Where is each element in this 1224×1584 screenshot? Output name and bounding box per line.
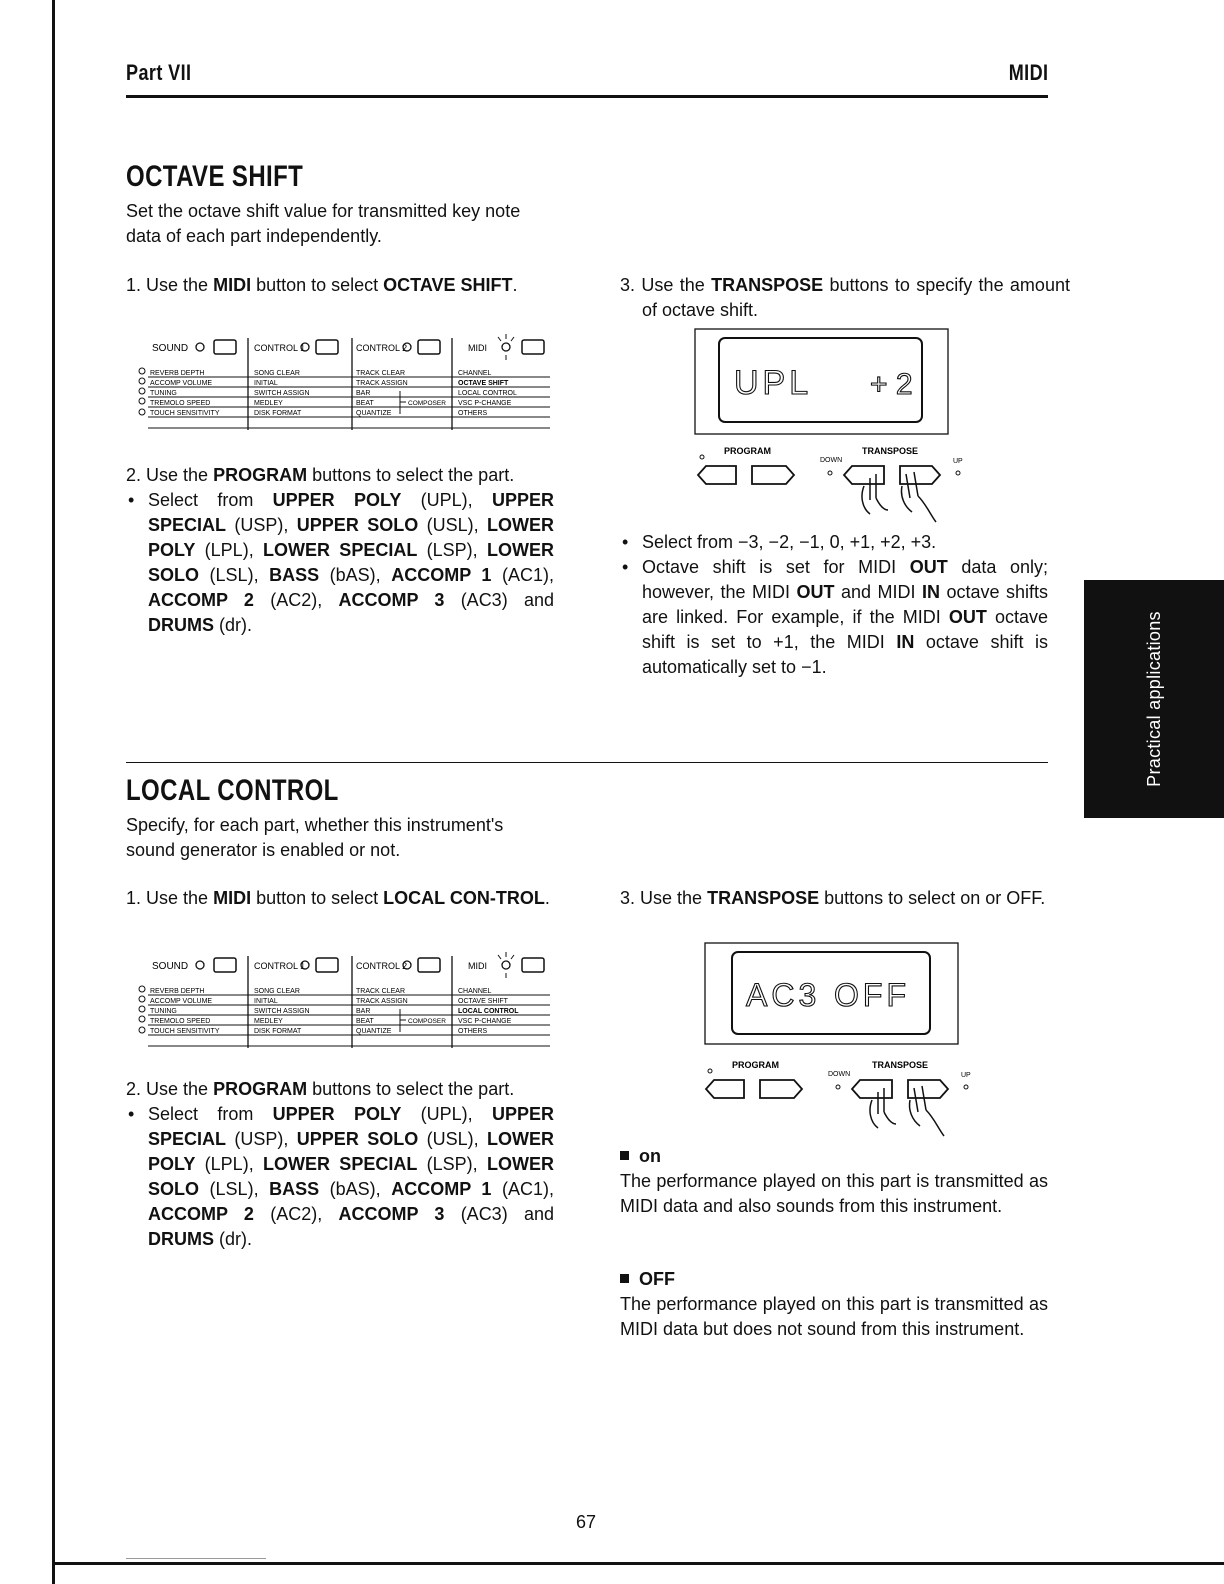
step-text: .	[512, 275, 518, 295]
section-rule	[126, 762, 1048, 763]
panel-control2-item: TRACK ASSIGN	[356, 380, 408, 387]
part-abbr: (dr).	[219, 1229, 253, 1249]
local-control-intro	[126, 813, 566, 863]
square-bullet-icon	[620, 1151, 629, 1160]
step-text: Use the	[146, 465, 214, 485]
panel-header-control1: CONTROL 1	[254, 343, 306, 353]
footer-short-rule	[126, 1558, 266, 1559]
lcd-display-octave	[694, 328, 950, 436]
step-text: buttons to select on or OFF.	[819, 888, 1046, 908]
finger-right-icon	[909, 1086, 944, 1136]
side-tab[interactable]	[1084, 580, 1224, 818]
step-bold: MIDI	[213, 888, 252, 908]
off-text: The performance played on this part is transmitted as MIDI data but does not sound from this instrument.	[620, 1294, 1048, 1339]
part-name: ACCOMP 3	[338, 590, 445, 610]
on-description	[620, 1144, 1048, 1219]
program-label: PROGRAM	[732, 1060, 779, 1070]
panel-header-control1: CONTROL 1	[254, 961, 306, 971]
on-heading: on	[620, 1144, 1048, 1169]
panel-sound-item: REVERB DEPTH	[150, 988, 205, 995]
step-number: 1.	[126, 275, 142, 295]
panel-control2-item: QUANTIZE	[356, 1028, 392, 1035]
finger-right-icon	[901, 472, 936, 522]
panel-sound-item: TOUCH SENSITIVITY	[150, 1028, 220, 1035]
intro-line: Set the octave shift value for transmitted key note	[126, 201, 521, 221]
step-bold: OCTAVE SHIFT	[383, 275, 513, 295]
step-text: Use the	[640, 888, 708, 908]
step-bold: TRANSPOSE	[711, 275, 824, 295]
button-panel-local	[702, 1054, 992, 1144]
panel-midi-item: OCTAVE SHIFT	[458, 380, 509, 387]
on-text: The performance played on this part is transmitted as MIDI data and also sounds from this instrument.	[620, 1171, 1048, 1216]
panel-control1-item: SWITCH ASSIGN	[254, 1008, 310, 1015]
panel-control1-item: SWITCH ASSIGN	[254, 390, 310, 397]
panel-sound-item: ACCOMP VOLUME	[150, 998, 213, 1005]
step-text: buttons to select the part.	[307, 1079, 515, 1099]
button-panel-octave	[694, 440, 984, 530]
part-abbr: (bAS),	[329, 565, 381, 585]
part-abbr: (USL),	[426, 515, 479, 535]
step-text: .	[544, 888, 550, 908]
part-abbr: (USP),	[234, 515, 289, 535]
panel-midi-item: OCTAVE SHIFT	[458, 998, 508, 1005]
intro-line: Specify, for each part, whether this instrument's	[126, 815, 504, 835]
panel-control2-item: QUANTIZE	[356, 410, 392, 417]
panel-control1-item: MEDLEY	[254, 400, 283, 407]
part-select-bullet	[126, 1102, 554, 1252]
local-control-title: LOCAL CONTROL	[126, 774, 339, 807]
part-select-bullet	[126, 488, 554, 638]
step-text: button to select	[251, 888, 384, 908]
panel-midi-item: VSC P-CHANGE	[458, 1018, 512, 1025]
panel-control2-item: BAR	[356, 390, 371, 397]
part-abbr: (AC1),	[501, 1179, 554, 1199]
panel-control2-item: TRACK CLEAR	[356, 988, 406, 995]
panel-control2-item: BEAT	[356, 1018, 374, 1025]
part-name: LOWER SPECIAL	[263, 540, 418, 560]
up-label: UP	[953, 458, 963, 465]
panel-sound-item: TUNING	[150, 390, 177, 397]
part-abbr: (AC3) and	[460, 590, 554, 610]
octave-step-2	[126, 463, 576, 488]
part-name: UPPER SOLO	[296, 1129, 419, 1149]
program-down-button[interactable]	[698, 466, 736, 484]
panel-diagram-local	[130, 944, 560, 1050]
step-text: buttons to select the part.	[307, 465, 515, 485]
panel-sound-item: REVERB DEPTH	[150, 370, 205, 377]
panel-control2-item: BEAT	[356, 400, 374, 407]
part-name: LOWER POLY	[148, 515, 554, 560]
transpose-down-button[interactable]	[844, 466, 884, 484]
part-name: LOWER POLY	[148, 1129, 554, 1174]
transpose-down-button[interactable]	[852, 1080, 892, 1098]
part-name: ACCOMP 1	[391, 1179, 492, 1199]
panel-header-midi: MIDI	[468, 961, 487, 971]
part-abbr: (AC2),	[270, 1204, 323, 1224]
part-abbr: (AC3) and	[460, 1204, 554, 1224]
panel-midi-item: LOCAL CONTROL	[458, 1008, 519, 1015]
select-prefix: Select from	[148, 490, 273, 510]
lcd-value-text: OFF	[834, 977, 910, 1013]
panel-control2-item: BAR	[356, 1008, 371, 1015]
intro-line: sound generator is enabled or not.	[126, 840, 401, 860]
lcd-main-text: AC3	[746, 977, 821, 1013]
values-bullet: • Select from −3, −2, −1, 0, +1, +2, +3.	[620, 530, 1048, 555]
panel-control1-item: INITIAL	[254, 380, 278, 387]
panel-sound-item: ACCOMP VOLUME	[150, 380, 213, 387]
program-up-button[interactable]	[752, 466, 794, 484]
panel-control1-item: DISK FORMAT	[254, 1028, 302, 1035]
panel-rows	[139, 368, 550, 428]
panel-midi-item: CHANNEL	[458, 988, 492, 995]
step-text: Use the	[146, 1079, 214, 1099]
program-up-button[interactable]	[760, 1080, 802, 1098]
page-number: 67	[575, 1512, 597, 1532]
panel-diagram-octave	[130, 326, 560, 432]
octave-part-list	[126, 488, 554, 638]
part-name: UPPER SPECIAL	[148, 490, 554, 535]
part-name: LOWER SOLO	[148, 1154, 554, 1199]
part-abbr: (LPL),	[204, 1154, 254, 1174]
panel-control1-item: MEDLEY	[254, 1018, 283, 1025]
off-description	[620, 1267, 1048, 1342]
page-left-border	[52, 0, 55, 1584]
page-bottom-border	[52, 1562, 1224, 1565]
step-text: button to select	[251, 275, 384, 295]
part-name: ACCOMP 3	[338, 1204, 445, 1224]
program-down-button[interactable]	[706, 1080, 744, 1098]
local-step-2	[126, 1077, 576, 1102]
part-name: UPPER POLY	[272, 490, 402, 510]
part-abbr: (USP),	[234, 1129, 289, 1149]
panel-composer-label: COMPOSER	[408, 1018, 446, 1025]
down-label: DOWN	[820, 457, 843, 464]
part-name: ACCOMP 2	[148, 1204, 254, 1224]
part-abbr: (LPL),	[204, 540, 254, 560]
header-section: MIDI	[1008, 60, 1048, 85]
lcd-value-text: + 2	[870, 368, 913, 401]
panel-midi-item: LOCAL CONTROL	[458, 390, 517, 397]
panel-control1-item: INITIAL	[254, 998, 278, 1005]
lcd-main-text: UPL	[734, 364, 813, 402]
intro-line: data of each part independently.	[126, 226, 382, 246]
local-step-3	[620, 886, 1070, 911]
panel-control2-item: TRACK ASSIGN	[356, 998, 408, 1005]
step-bold: PROGRAM	[213, 465, 308, 485]
part-abbr: (dr).	[219, 615, 253, 635]
octave-step-3	[620, 273, 1070, 323]
step-number: 1.	[126, 888, 142, 908]
panel-midi-item: OTHERS	[458, 410, 488, 417]
panel-sound-item: TOUCH SENSITIVITY	[150, 410, 220, 417]
note-bullet: • Octave shift is set for MIDI OUT data only; however, the MIDI OUT and MIDI IN octave shifts are linked. For example, if the MIDI OUT octave shift is set to +1, the MIDI IN octave shift is automatically set to −1.	[620, 555, 1048, 680]
step-number: 3.	[620, 275, 636, 295]
panel-header-midi: MIDI	[468, 343, 487, 353]
panel-midi-item: CHANNEL	[458, 370, 492, 377]
panel-sound-item: TUNING	[150, 1008, 177, 1015]
part-abbr: (LSP),	[426, 1154, 478, 1174]
step-number: 2.	[126, 1079, 142, 1099]
step-bold: PROGRAM	[213, 1079, 308, 1099]
off-heading: OFF	[620, 1267, 1048, 1292]
part-name: DRUMS	[148, 1229, 214, 1249]
part-name: BASS	[269, 1179, 320, 1199]
panel-control2-item: TRACK CLEAR	[356, 370, 406, 377]
panel-sound-item: TREMOLO SPEED	[150, 1018, 211, 1025]
panel-midi-item: VSC P-CHANGE	[458, 400, 512, 407]
panel-header-sound: SOUND	[152, 961, 189, 972]
panel-composer-label: COMPOSER	[408, 400, 446, 407]
transpose-label: TRANSPOSE	[872, 1060, 929, 1070]
up-label: UP	[961, 1072, 971, 1079]
panel-control1-item: SONG CLEAR	[254, 370, 300, 377]
local-step-1	[126, 886, 576, 911]
side-tab-label: Practical applications	[1143, 611, 1164, 787]
step-number: 2.	[126, 465, 142, 485]
step-text: Use the	[641, 275, 712, 295]
panel-midi-item: OTHERS	[458, 1028, 488, 1035]
octave-shift-intro	[126, 199, 566, 249]
panel-header-sound: SOUND	[152, 343, 189, 354]
part-abbr: (AC2),	[270, 590, 323, 610]
part-name: ACCOMP 2	[148, 590, 254, 610]
local-part-list	[126, 1102, 554, 1252]
part-name: ACCOMP 1	[391, 565, 492, 585]
select-prefix: Select from	[148, 1104, 273, 1124]
step-bold: LOCAL CON-TROL	[383, 888, 545, 908]
step-text: buttons to specify the amount of octave shift.	[642, 275, 1070, 320]
down-label: DOWN	[828, 1071, 851, 1078]
transpose-label: TRANSPOSE	[862, 446, 919, 456]
part-name: UPPER POLY	[272, 1104, 402, 1124]
program-label: PROGRAM	[724, 446, 771, 456]
octave-shift-title: OCTAVE SHIFT	[126, 160, 304, 193]
header-rule	[126, 95, 1048, 98]
lcd-display-local	[704, 942, 960, 1046]
part-abbr: (AC1),	[501, 565, 554, 585]
panel-sound-item: TREMOLO SPEED	[150, 400, 211, 407]
panel-control1-item: SONG CLEAR	[254, 988, 300, 995]
part-name: UPPER SOLO	[296, 515, 419, 535]
panel-header-control2: CONTROL 2	[356, 961, 408, 971]
part-abbr: (LSP),	[426, 540, 478, 560]
step-number: 3.	[620, 888, 636, 908]
part-abbr: (bAS),	[329, 1179, 381, 1199]
part-name: UPPER SPECIAL	[148, 1104, 554, 1149]
octave-notes	[620, 530, 1048, 680]
part-name: BASS	[269, 565, 320, 585]
part-abbr: (LSL),	[209, 565, 259, 585]
step-bold: TRANSPOSE	[707, 888, 820, 908]
step-text: Use the	[146, 275, 214, 295]
square-bullet-icon	[620, 1274, 629, 1283]
step-text: Use the	[146, 888, 214, 908]
step-bold: MIDI	[213, 275, 252, 295]
part-abbr: (UPL),	[420, 1104, 473, 1124]
part-abbr: (UPL),	[420, 490, 473, 510]
octave-step-1	[126, 273, 576, 298]
part-abbr: (LSL),	[209, 1179, 259, 1199]
header-part: Part VII	[126, 60, 192, 85]
part-name: DRUMS	[148, 615, 214, 635]
part-name: LOWER SPECIAL	[263, 1154, 418, 1174]
part-abbr: (USL),	[426, 1129, 479, 1149]
part-name: LOWER SOLO	[148, 540, 554, 585]
panel-header-control2: CONTROL 2	[356, 343, 408, 353]
panel-control1-item: DISK FORMAT	[254, 410, 302, 417]
